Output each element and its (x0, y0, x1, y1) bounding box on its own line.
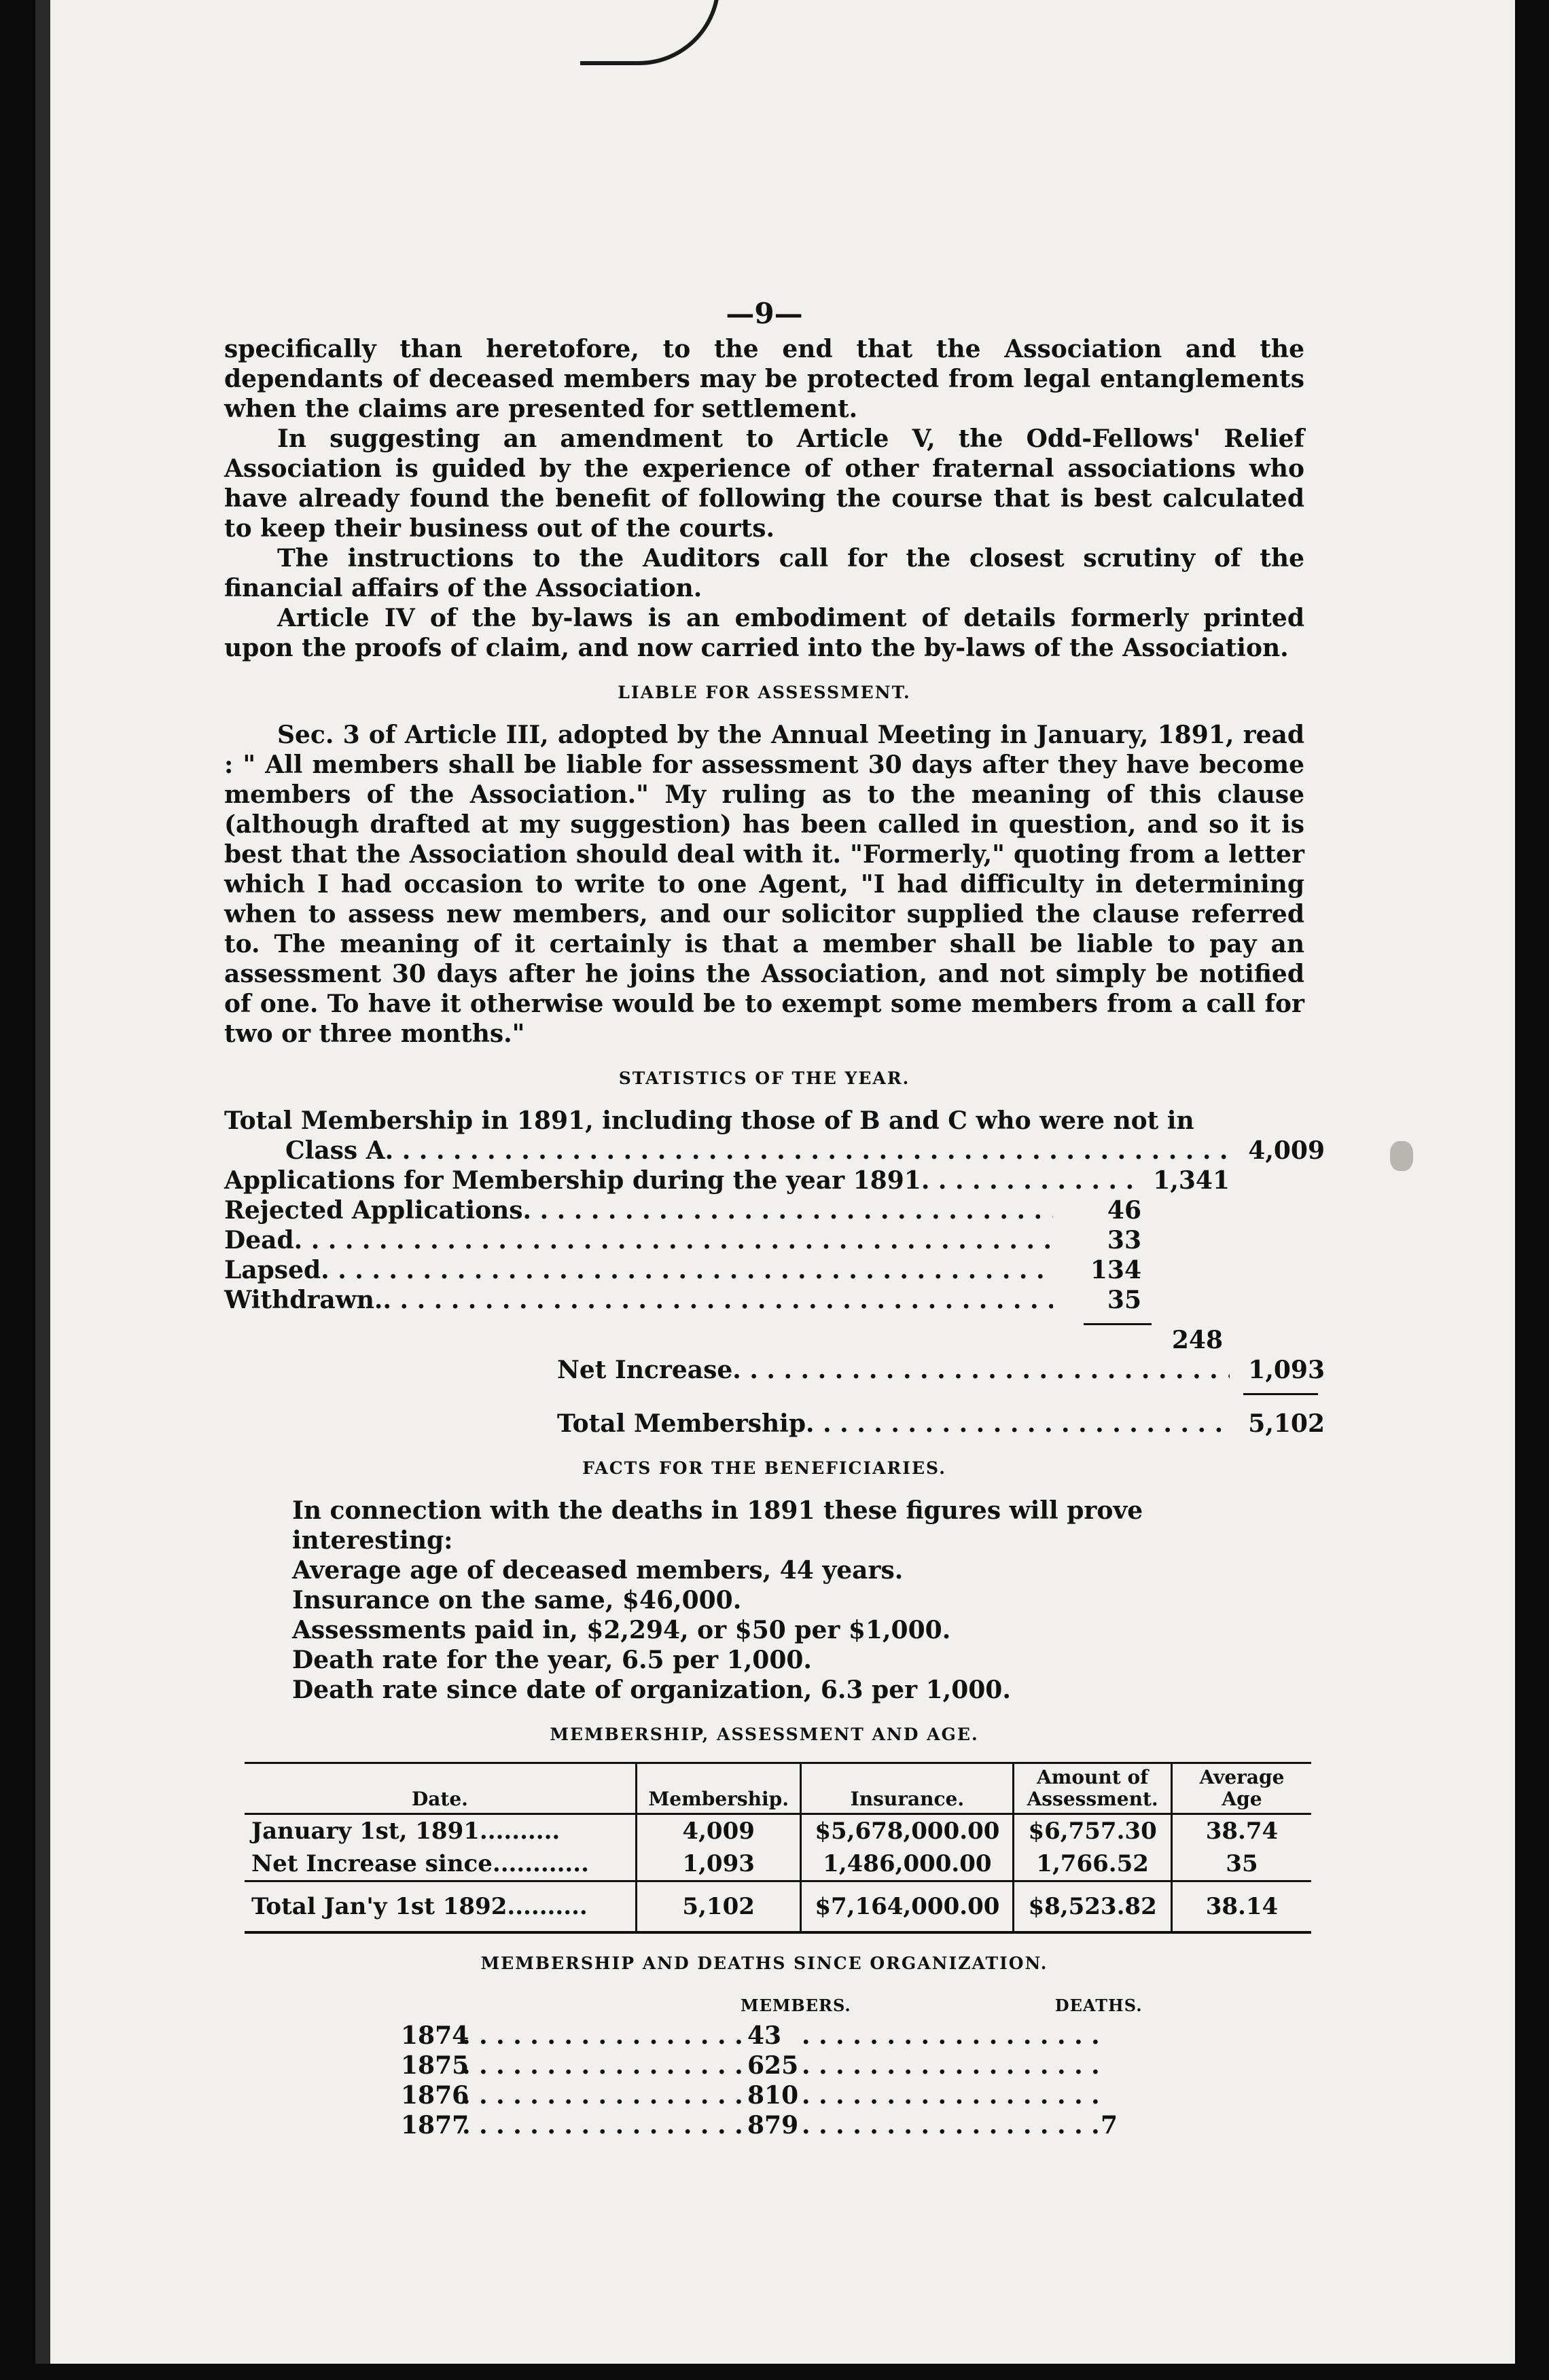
facts-line: Death rate since date of organization, 6.3 per 1,000. (292, 1676, 1011, 1704)
page-content (224, 297, 1325, 2140)
stat-row-lapsed (224, 1255, 1325, 1285)
stat-value: 1,093 (1248, 1356, 1325, 1384)
list-item (401, 2051, 1304, 2080)
list-item (401, 2021, 1304, 2051)
organization-heading: MEMBERSHIP AND DEATHS SINCE ORGANIZATION. (480, 1953, 1048, 1973)
table-cell: January 1st, 1891.......... (251, 1818, 560, 1845)
members-value: 43 (747, 2021, 782, 2050)
net-increase-block (557, 1355, 1325, 1439)
deaths-value: 7 (1101, 2111, 1118, 2140)
stat-label: Lapsed (224, 1256, 321, 1284)
table-header-row (245, 1763, 1311, 1814)
table-cell: 35 (1171, 1847, 1311, 1881)
deaths-column-header: DEATHS. (1054, 1996, 1143, 2015)
membership-table (245, 1762, 1311, 1934)
table-cell: $8,523.82 (1014, 1881, 1172, 1933)
facts-line: Assessments paid in, $2,294, or $50 per $1,000. (292, 1616, 951, 1644)
stat-row-net-increase (557, 1355, 1325, 1385)
members-column-header: MEMBERS. (741, 1996, 851, 2015)
statistics-block (224, 1106, 1325, 1439)
stat-label: Class A (285, 1136, 385, 1165)
list-item (401, 2080, 1304, 2110)
stat-value: 4,009 (1248, 1136, 1325, 1165)
stat-row-applications (224, 1166, 1325, 1195)
stat-label: Dead (224, 1226, 294, 1255)
subtotal-rule (1084, 1323, 1152, 1325)
list-item (401, 2110, 1304, 2140)
page-number: —9— (726, 297, 803, 330)
column-header: Insurance. (801, 1763, 1014, 1814)
members-value: 879 (747, 2111, 799, 2140)
stat-value: 46 (1107, 1196, 1141, 1225)
facts-line: Death rate for the year, 6.5 per 1,000. (292, 1646, 812, 1674)
stat-row-class-a (224, 1136, 1325, 1166)
paragraph-3: The instructions to the Auditors call for the closest scrutiny of the financial affairs of the Association. (224, 544, 1304, 602)
organization-column-headers (741, 1991, 1304, 2021)
stat-value: 5,102 (1248, 1409, 1325, 1438)
table-cell: 38.14 (1171, 1881, 1311, 1933)
stat-label: Net Increase (557, 1356, 733, 1384)
stat-label: Total Membership (557, 1409, 806, 1438)
stat-label: Rejected Applications (224, 1196, 523, 1225)
year: 1875 (401, 2051, 469, 2080)
paragraph-1: specifically than heretofore, to the end that the Association and the dependants of deceased members may be protected from legal entanglements when the claims are presented for settlement. (224, 335, 1304, 423)
stat-label: Applications for Membership during the year 1891 (224, 1166, 921, 1195)
statistics-heading: STATISTICS OF THE YEAR. (618, 1068, 910, 1088)
total-membership-line: Total Membership in 1891, including those of B and C who were not in (224, 1106, 1194, 1135)
stat-value: 33 (1107, 1226, 1141, 1255)
stat-row-dead (224, 1225, 1325, 1255)
facts-line: Average age of deceased members, 44 years. (292, 1556, 904, 1585)
table-cell: $7,164,000.00 (801, 1881, 1014, 1933)
subtotal-value: 248 (1171, 1326, 1223, 1354)
members-value: 810 (747, 2081, 799, 2110)
stat-value: 1,341 (1153, 1166, 1230, 1195)
year: 1877 (401, 2111, 469, 2140)
column-header: Average Age (1171, 1763, 1311, 1814)
table-cell: 5,102 (636, 1881, 801, 1933)
stat-row-withdrawn (224, 1285, 1325, 1315)
table-cell: 4,009 (636, 1814, 801, 1848)
table-cell: 1,766.52 (1014, 1847, 1172, 1881)
members-value: 625 (747, 2051, 799, 2080)
stat-value: 134 (1090, 1256, 1141, 1284)
column-header: Membership. (636, 1763, 801, 1814)
total-rule (1243, 1393, 1318, 1395)
facts-line: Insurance on the same, $46,000. (292, 1586, 742, 1615)
stat-row-rejected (224, 1195, 1325, 1225)
liable-paragraph: Sec. 3 of Article III, adopted by the Annual Meeting in January, 1891, read : " All members shall be liable for assessment 30 days after they have become members of the Association." My ruling as to the meaning of this clause (although drafted at my suggestion) has been called in question, and so it is best that the Association should deal with it. "Formerly," quoting from a letter which I had occasion to write to one Agent, "I had difficulty in determining when to assess new members, and our solicitor supplied the clause referred to. The meaning of it certainly is that a member shall be liable to pay an assessment 30 days after he joins the Association, and not simply be notified of one. To have it otherwise would be to exempt some members from a call for two or three months." (224, 721, 1304, 1048)
deaths-value (1101, 2080, 1141, 2110)
year: 1874 (401, 2021, 469, 2050)
stat-label: Withdrawn. (224, 1286, 383, 1314)
table-heading: MEMBERSHIP, ASSESSMENT AND AGE. (550, 1725, 979, 1744)
liable-heading: LIABLE FOR ASSESSMENT. (618, 683, 911, 702)
stat-value: 35 (1107, 1286, 1141, 1314)
document-page (35, 0, 1515, 2364)
facts-heading: FACTS FOR THE BENEFICIARIES. (582, 1458, 946, 1478)
table-cell: 1,486,000.00 (801, 1847, 1014, 1881)
facts-list (224, 1496, 1304, 1705)
deaths-value (1101, 2051, 1141, 2080)
paragraph-4: Article IV of the by-laws is an embodiment of details formerly printed upon the proofs of claim, and now carried into the by-laws of the Association. (224, 604, 1304, 662)
table-row (245, 1847, 1311, 1881)
table-cell: Total Jan'y 1st 1892.......... (251, 1893, 588, 1920)
ink-smudge (1390, 1141, 1413, 1171)
table-cell: 38.74 (1171, 1814, 1311, 1848)
table-total-row (245, 1881, 1311, 1933)
stat-row-total-membership (557, 1409, 1325, 1439)
table-cell: 1,093 (636, 1847, 801, 1881)
column-header: Date. (411, 1788, 468, 1810)
year: 1876 (401, 2081, 469, 2110)
paragraph-2: In suggesting an amendment to Article V, the Odd-Fellows' Relief Association is guided by the experience of other fraternal associations who have already found the benefit of following the course that is best calculated to keep their business out of the courts. (224, 425, 1304, 543)
table-row (245, 1814, 1311, 1848)
table-cell: Net Increase since............ (251, 1850, 589, 1877)
deaths-value (1101, 2021, 1141, 2051)
column-header: Amount of Assessment. (1014, 1763, 1172, 1814)
table-cell: $6,757.30 (1014, 1814, 1172, 1848)
page-fold-mark (580, 0, 720, 65)
table-cell: $5,678,000.00 (801, 1814, 1014, 1848)
facts-line: In connection with the deaths in 1891 these figures will prove interesting: (292, 1496, 1143, 1555)
